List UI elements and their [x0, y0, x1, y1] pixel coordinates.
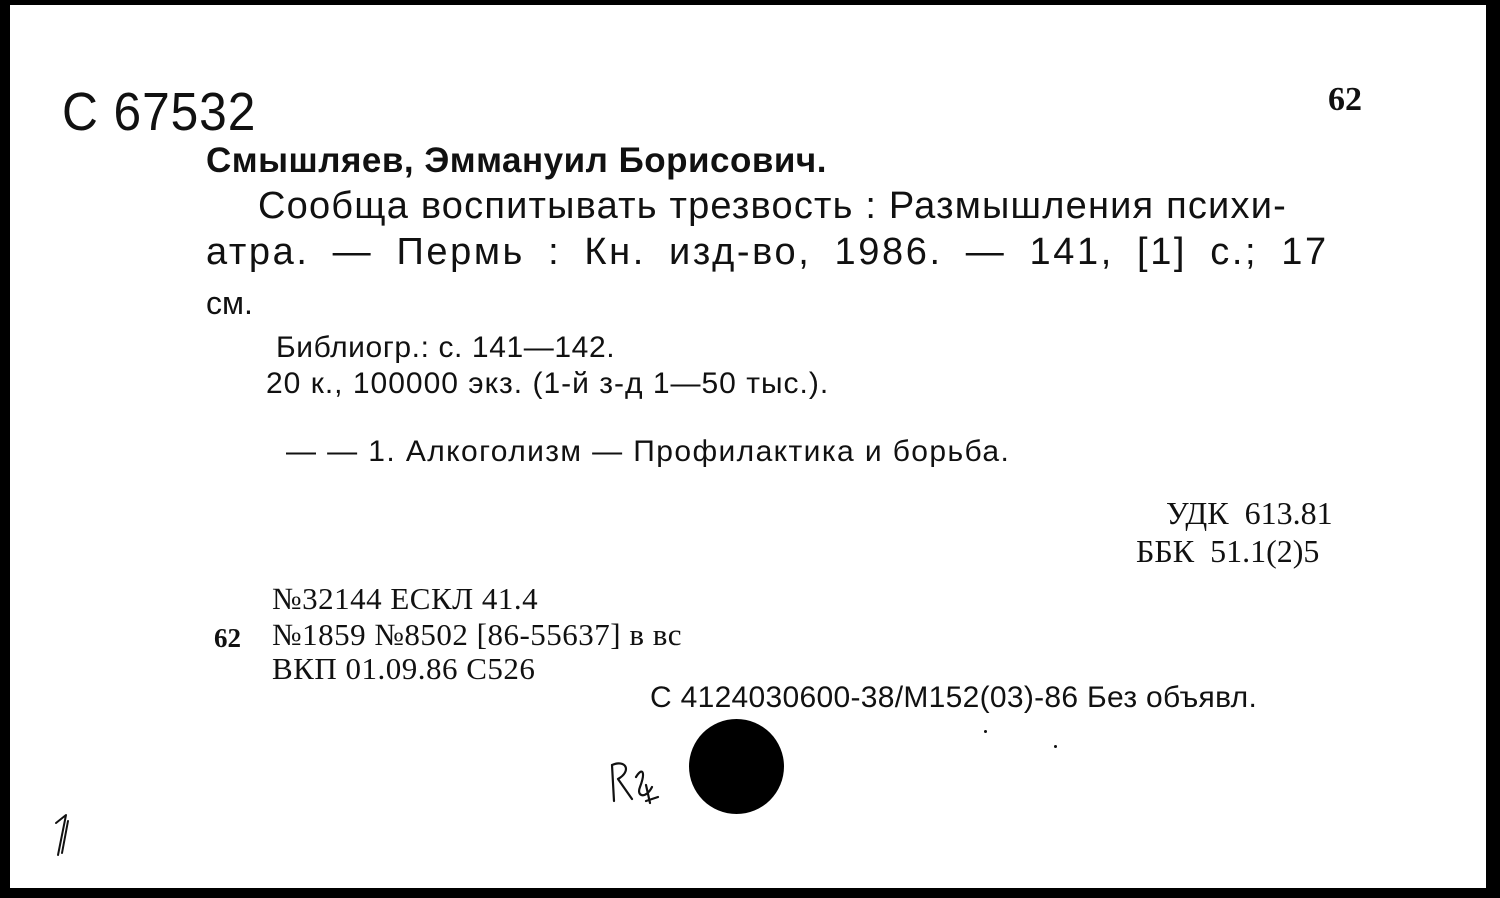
order-line-1: №32144 ЕСКЛ 41.4 — [272, 581, 539, 616]
edition-code: С 4124030600-38/М152(03)-86 Без объявл. — [650, 681, 1258, 714]
subject-heading: — — 1. Алкоголизм — Профилактика и борьба. — [286, 435, 1011, 468]
call-number: С 67532 — [62, 82, 257, 142]
order-line-2: №1859 №8502 [86-55637] в вс — [272, 617, 682, 652]
note-price-print-run: 20 к., 100000 экз. (1-й з-д 1—50 тыс.). — [266, 367, 830, 400]
title-line-3: см. — [206, 285, 253, 321]
speck — [984, 730, 987, 733]
udk-index: УДК 613.81 — [1166, 495, 1333, 531]
speck — [1054, 745, 1057, 748]
note-bibliography: Библиогр.: с. 141—142. — [276, 331, 616, 364]
catalog-card — [10, 5, 1486, 888]
author-heading: Смышляев, Эммануил Борисович. — [206, 141, 827, 180]
handwritten-initials — [606, 757, 662, 807]
handwritten-numeral — [50, 811, 76, 859]
bbk-index: ББК 51.1(2)5 — [1136, 533, 1320, 569]
order-prefix: 62 — [214, 623, 241, 653]
title-line-2: атра. — Пермь : Кн. изд-во, 1986. — 141, [1] с.; 17 — [206, 231, 1329, 273]
punch-hole — [689, 719, 784, 814]
order-line-3: ВКП 01.09.86 С526 — [272, 651, 536, 686]
card-number: 62 — [1328, 81, 1362, 118]
title-line-1: Сообща воспитывать трезвость : Размышления психи- — [258, 185, 1287, 227]
